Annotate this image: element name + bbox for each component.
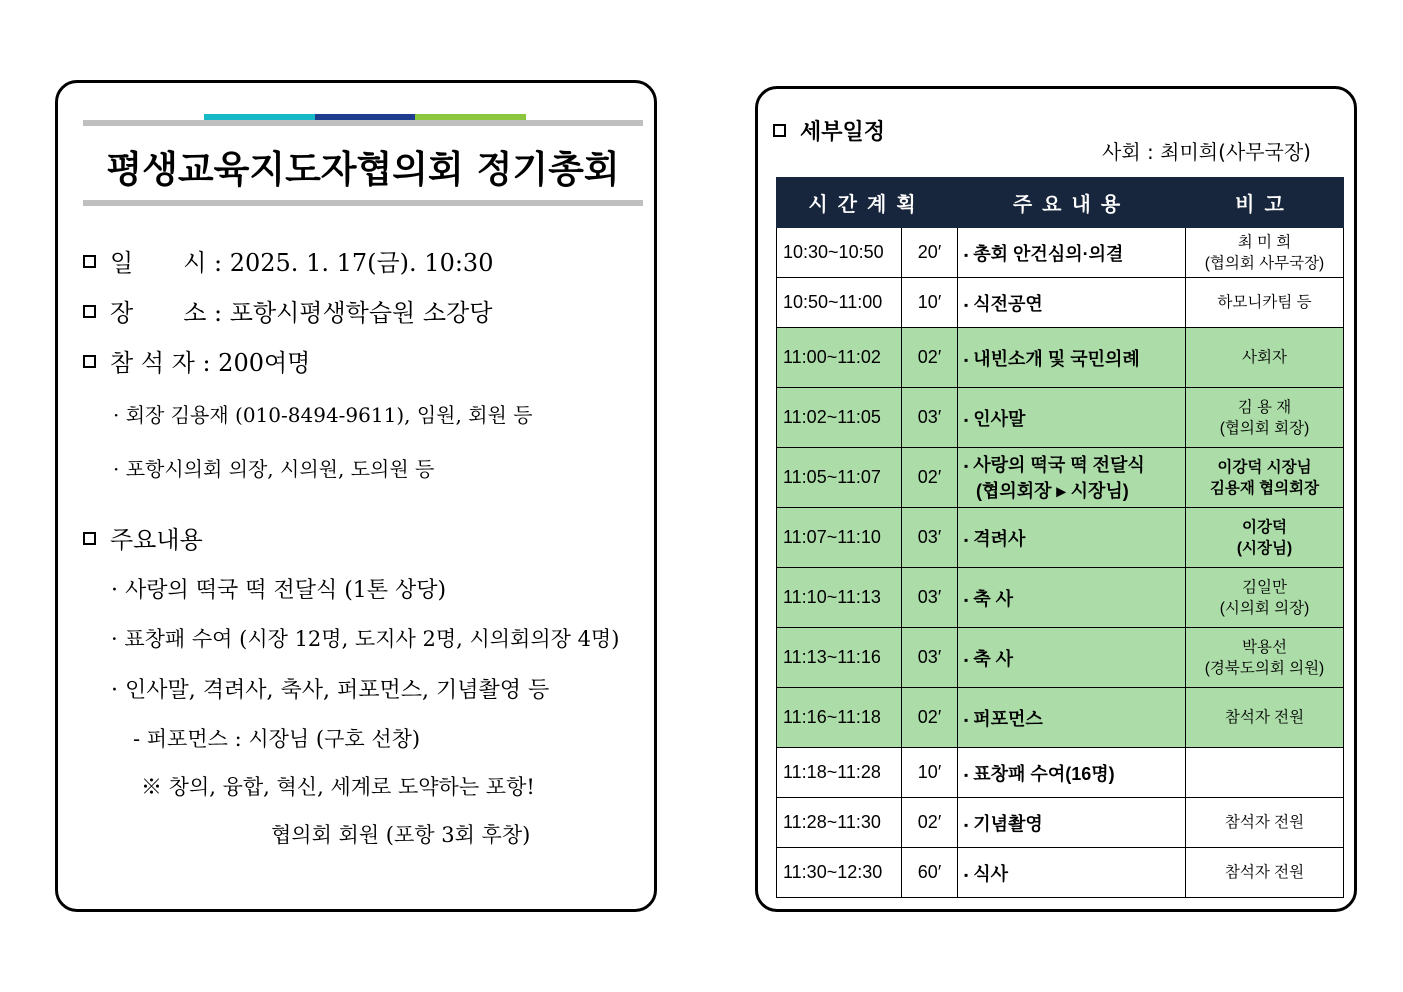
schedule-item-text: 축 사 — [973, 588, 1014, 609]
date-value: : 2025. 1. 17(금). 10:30 — [214, 249, 494, 277]
attendees-value: : 200여명 — [202, 349, 311, 377]
schedule-time: 11:18~11:28 — [777, 748, 902, 798]
header-time: 시간계획 — [777, 178, 958, 228]
schedule-note — [1186, 628, 1344, 688]
schedule-note-line-2: (시의회 의장) — [1219, 599, 1310, 617]
schedule-note-line-2: (시장님) — [1236, 539, 1293, 557]
page-title: 평생교육지도자협의회 정기총회 — [106, 148, 620, 191]
schedule-time: 11:02~11:05 — [777, 388, 902, 448]
table-row — [777, 388, 1344, 448]
schedule-item — [958, 798, 1186, 848]
checkbox-square-icon — [83, 532, 96, 545]
schedule-note — [1186, 798, 1344, 848]
checkbox-square-icon — [83, 355, 96, 368]
schedule-note — [1186, 448, 1344, 508]
table-row — [777, 448, 1344, 508]
schedule-note-line: 최 미 희 — [1237, 233, 1292, 251]
header-content: 주요내용 — [958, 178, 1186, 228]
bullet-icon: ▪ — [964, 712, 969, 727]
schedule-duration: 60′ — [902, 848, 958, 898]
schedule-note — [1186, 568, 1344, 628]
bullet-icon: ▪ — [964, 592, 969, 607]
schedule-item — [958, 508, 1186, 568]
schedule-item — [958, 448, 1186, 508]
slogan-note: ※ 창의, 융합, 혁신, 세계로 도약하는 포항! — [141, 775, 535, 799]
schedule-duration: 02′ — [902, 688, 958, 748]
schedule-item-text: 내빈소개 및 국민의례 — [973, 348, 1140, 369]
schedule-note — [1186, 508, 1344, 568]
schedule-note — [1186, 688, 1344, 748]
table-row — [777, 748, 1344, 798]
attendees-row — [83, 343, 310, 378]
slogan-note-2: 협의회 회원 (포항 3회 후창) — [271, 823, 531, 847]
schedule-heading — [773, 115, 885, 146]
performance-note: - 퍼포먼스 : 시장님 (구호 선창) — [133, 727, 421, 751]
schedule-note — [1186, 848, 1344, 898]
schedule-time: 10:50~11:00 — [777, 278, 902, 328]
schedule-table — [776, 177, 1344, 898]
schedule-note — [1186, 278, 1344, 328]
schedule-item-text: 축 사 — [973, 648, 1014, 669]
schedule-item — [958, 328, 1186, 388]
checkbox-square-icon — [83, 255, 96, 268]
table-row — [777, 798, 1344, 848]
schedule-duration: 10′ — [902, 748, 958, 798]
table-row — [777, 848, 1344, 898]
schedule-note — [1186, 328, 1344, 388]
place-row — [83, 293, 492, 328]
attendee-item: · 포항시의회 의장, 시의원, 도의원 등 — [113, 457, 435, 481]
title-bottom-rule — [83, 200, 643, 206]
bullet-icon: ▪ — [964, 867, 969, 882]
schedule-duration: 10′ — [902, 278, 958, 328]
schedule-note-line: 이강덕 시장님 — [1217, 458, 1312, 476]
schedule-item — [958, 748, 1186, 798]
schedule-item — [958, 848, 1186, 898]
schedule-note-line-2: (협의회 사무국장) — [1204, 254, 1325, 272]
main-item: · 표창패 수여 (시장 12명, 도지사 2명, 시의회의장 4명) — [111, 627, 620, 651]
main-item: · 사랑의 떡국 떡 전달식 (1톤 상당) — [111, 578, 447, 603]
schedule-note-line: 이강덕 — [1242, 518, 1287, 536]
schedule-note — [1186, 748, 1344, 798]
schedule-duration: 20′ — [902, 228, 958, 278]
schedule-note — [1186, 228, 1344, 278]
schedule-item-text: 기념촬영 — [973, 813, 1043, 834]
checkbox-square-icon — [773, 124, 786, 137]
schedule-duration: 03′ — [902, 628, 958, 688]
table-row — [777, 278, 1344, 328]
schedule-time: 11:00~11:02 — [777, 328, 902, 388]
attendee-item: · 회장 김용재 (010-8494-9611), 임원, 회원 등 — [113, 403, 533, 427]
schedule-item-text: 인사말 — [973, 408, 1026, 429]
schedule-note-line: 김 용 재 — [1237, 398, 1292, 416]
schedule-heading-text: 세부일정 — [800, 119, 886, 145]
schedule-item — [958, 568, 1186, 628]
main-content-label: 주요내용 — [110, 526, 203, 554]
table-row — [777, 628, 1344, 688]
bullet-icon: ▪ — [964, 458, 969, 473]
bullet-icon: ▪ — [964, 652, 969, 667]
bullet-icon: ▪ — [964, 297, 969, 312]
schedule-note-line: 참석자 전원 — [1224, 709, 1305, 726]
schedule-item-text: 총회 안건심의·의결 — [973, 243, 1124, 264]
table-row — [777, 328, 1344, 388]
main-item: · 인사말, 격려사, 축사, 퍼포먼스, 기념촬영 등 — [111, 678, 550, 703]
schedule-item-text: 식사 — [973, 863, 1009, 884]
schedule-item-text: 식전공연 — [973, 293, 1043, 314]
table-header-row — [777, 178, 1344, 228]
schedule-time: 11:16~11:18 — [777, 688, 902, 748]
bullet-icon: ▪ — [964, 817, 969, 832]
schedule-item-text: 퍼포먼스 — [973, 708, 1043, 729]
checkbox-square-icon — [83, 305, 96, 318]
schedule-duration: 02′ — [902, 798, 958, 848]
table-row — [777, 568, 1344, 628]
schedule-note — [1186, 388, 1344, 448]
title-top-rule — [83, 120, 643, 126]
schedule-note-line: 하모니카팀 등 — [1217, 294, 1312, 311]
header-note: 비고 — [1186, 178, 1344, 228]
schedule-note-line: 참석자 전원 — [1224, 864, 1305, 881]
table-row — [777, 508, 1344, 568]
schedule-note-line: 박용선 — [1242, 638, 1287, 656]
schedule-note-line: 사회자 — [1242, 349, 1287, 366]
place-label-2: 소 — [183, 299, 207, 327]
schedule-note-line: 참석자 전원 — [1224, 814, 1305, 831]
schedule-time: 10:30~10:50 — [777, 228, 902, 278]
schedule-duration: 03′ — [902, 388, 958, 448]
schedule-item — [958, 688, 1186, 748]
schedule-item-text: 표창패 수여(16명) — [973, 763, 1115, 784]
schedule-item — [958, 388, 1186, 448]
main-content-row — [83, 520, 203, 555]
bullet-icon: ▪ — [964, 412, 969, 427]
schedule-time: 11:07~11:10 — [777, 508, 902, 568]
overview-panel — [55, 80, 657, 912]
schedule-panel — [755, 86, 1357, 912]
table-row — [777, 688, 1344, 748]
schedule-note-line-2: 김용재 협의회장 — [1209, 479, 1320, 497]
date-row — [83, 243, 493, 278]
schedule-item-text: 격려사 — [973, 528, 1026, 549]
date-label: 일 — [110, 249, 134, 277]
schedule-time: 11:10~11:13 — [777, 568, 902, 628]
schedule-item — [958, 228, 1186, 278]
attendees-label: 참 석 자 — [110, 349, 195, 377]
place-label: 장 — [110, 299, 134, 327]
schedule-item-text-2: (협의회장 ▸ 시장님) — [976, 480, 1129, 501]
place-value: : 포항시평생학습원 소강당 — [214, 299, 493, 327]
table-row — [777, 228, 1344, 278]
schedule-duration: 03′ — [902, 568, 958, 628]
schedule-item — [958, 278, 1186, 328]
bullet-icon: ▪ — [964, 247, 969, 262]
schedule-time: 11:30~12:30 — [777, 848, 902, 898]
schedule-time: 11:28~11:30 — [777, 798, 902, 848]
schedule-note-line: 김일만 — [1242, 578, 1287, 596]
schedule-note-line-2: (협의회 회장) — [1219, 419, 1310, 437]
schedule-duration: 02′ — [902, 328, 958, 388]
schedule-duration: 03′ — [902, 508, 958, 568]
schedule-item — [958, 628, 1186, 688]
bullet-icon: ▪ — [964, 532, 969, 547]
schedule-time: 11:13~11:16 — [777, 628, 902, 688]
bullet-icon: ▪ — [964, 352, 969, 367]
date-label-2: 시 — [183, 249, 207, 277]
schedule-duration: 02′ — [902, 448, 958, 508]
schedule-note-line-2: (경북도의회 의원) — [1204, 659, 1325, 677]
bullet-icon: ▪ — [964, 767, 969, 782]
schedule-item-text: 사랑의 떡국 떡 전달식 — [973, 454, 1145, 475]
schedule-time: 11:05~11:07 — [777, 448, 902, 508]
mc-info: 사회 : 최미희(사무국장) — [1102, 140, 1311, 164]
